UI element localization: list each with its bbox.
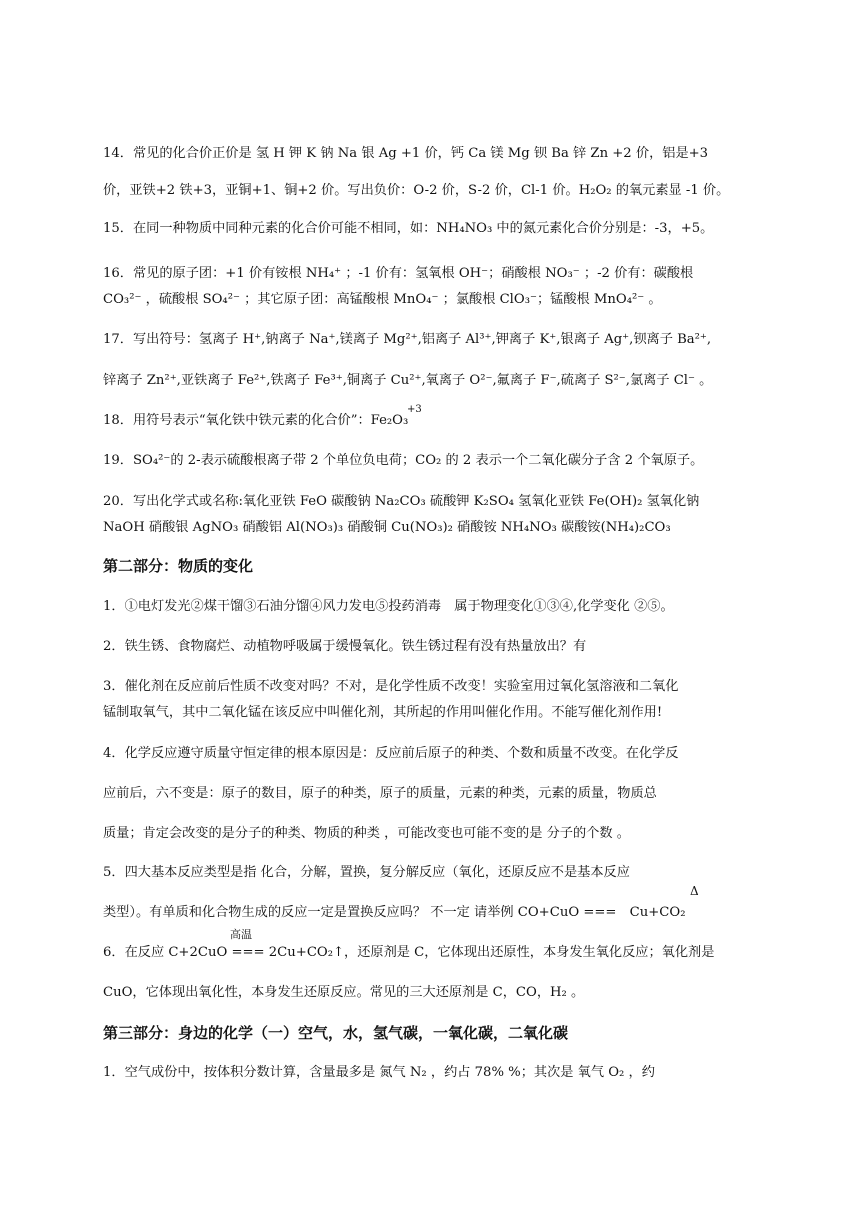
text-line-16a: 16．常见的原子团：+1 价有铵根 NH₄⁺ ；-1 价有：氢氧根 OH⁻；硝酸根 NO₃⁻ ；-2 价有：碳酸根 <box>103 266 694 281</box>
text-line-p2-3a: 3．催化剂在反应前后性质不改变对吗？不对，是化学性质不改变！实验室用过氧化氢溶液和二氧化 <box>103 679 679 694</box>
text-line-p2-3b: 锰制取氧气，其中二氧化锰在该反应中叫催化剂，其所起的作用叫催化作用。不能写催化剂作用! <box>103 705 663 720</box>
text-line-17b: 锌离子 Zn²⁺,亚铁离子 Fe²⁺,铁离子 Fe³⁺,铜离子 Cu²⁺,氧离子 O²⁻,氟离子 F⁻,硫离子 S²⁻,氯离子 Cl⁻ 。 <box>103 373 713 388</box>
text-line-p2-6b: CuO，它体现出氧化性，本身发生还原反应。常见的三大还原剂是 C，CO，H₂ 。 <box>103 985 585 1000</box>
text-line-p2-4b: 应前后，六不变是：原子的数目，原子的种类，原子的质量，元素的种类，元素的质量，物质总 <box>103 786 657 801</box>
text-line-18: 18．用符号表示“氧化铁中铁元素的化合价”：Fe₂O₃ <box>103 413 409 428</box>
text-line-14a: 14．常见的化合价正价是 氢 H 钾 K 钠 Na 银 Ag +1 价，钙 Ca 镁 Mg 钡 Ba 锌 Zn +2 价，铝是+3 <box>103 146 709 161</box>
text-line-p2-2: 2．铁生锈、食物腐烂、动植物呼吸属于缓慢氧化。铁生锈过程有没有热量放出？有 <box>103 639 587 654</box>
section-heading-2: 第二部分：物质的变化 <box>103 557 254 575</box>
text-line-p2-4a: 4．化学反应遵守质量守恒定律的根本原因是：反应前后原子的种类、个数和质量不改变。在化学反 <box>103 746 679 761</box>
text-line-15: 15．在同一种物质中同种元素的化合价可能不相同，如：NH₄NO₃ 中的氮元素化合价分别是：-3，+5。 <box>103 221 714 236</box>
text-line-p2-1: 1．①电灯发光②煤干馏③石油分馏④风力发电⑤投药消毒 属于物理变化①③④,化学变化 ②⑤。 <box>103 599 674 614</box>
text-line-19: 19．SO₄²⁻的 2-表示硫酸根离子带 2 个单位负电荷；CO₂ 的 2 表示一个二氧化碳分子含 2 个氧原子。 <box>103 453 704 468</box>
text-line-p3-1: 1．空气成份中，按体积分数计算，含量最多是 氮气 N₂ ，约占 78% %；其次是 氧气 O₂ ，约 <box>103 1065 655 1080</box>
text-line-p2-6a: 6．在反应 C+2CuO === 2Cu+CO₂↑，还原剂是 C，它体现出还原性，本身发生氧化反应；氧化剂是 <box>103 945 715 960</box>
text-line-17a: 17．写出符号：氢离子 H⁺,钠离子 Na⁺,镁离子 Mg²⁺,铝离子 Al³⁺,钾离子 K⁺,银离子 Ag⁺,钡离子 Ba²⁺, <box>103 332 712 347</box>
text-line-20b: NaOH 硝酸银 AgNO₃ 硝酸铝 Al(NO₃)₃ 硝酸铜 Cu(NO₃)₂ 硝酸铵 NH₄NO₃ 碳酸铵(NH₄)₂CO₃ <box>103 520 671 535</box>
text-line-14b: 价，亚铁+2 铁+3，亚铜+1、铜+2 价。写出负价：O-2 价，S-2 价，Cl-1 价。H₂O₂ 的氧元素显 -1 价。 <box>103 183 730 198</box>
text-line-p2-5a: 5．四大基本反应类型是指 化合，分解，置换，复分解反应（氧化，还原反应不是基本反应 <box>103 865 630 880</box>
gaowen-mark: 高温 <box>230 928 252 941</box>
text-line-p2-5b: 类型）。有单质和化合物生成的反应一定是置换反应吗？ 不一定 请举例 CO+CuO === Cu+CO₂ <box>103 905 686 920</box>
text-line-20a: 20．写出化学式或名称:氧化亚铁 FeO 碳酸钠 Na₂CO₃ 硫酸钾 K₂SO₄ 氢氧化亚铁 Fe(OH)₂ 氢氧化钠 <box>103 494 700 509</box>
text-line-16b: CO₃²⁻ ，硫酸根 SO₄²⁻ ；其它原子团：高锰酸根 MnO₄⁻ ；氯酸根 ClO₃⁻；锰酸根 MnO₄²⁻ 。 <box>103 292 662 307</box>
section-heading-3: 第三部分：身边的化学（一）空气，水，氢气碳，一氧化碳，二氧化碳 <box>103 1024 569 1042</box>
text-line-p2-4c: 质量；肯定会改变的是分子的种类、物质的种类 ，可能改变也可能不变的是 分子的个数 。 <box>103 826 630 841</box>
delta-mark: Δ <box>690 884 699 898</box>
fe-valence-mark: +3 <box>407 404 422 415</box>
